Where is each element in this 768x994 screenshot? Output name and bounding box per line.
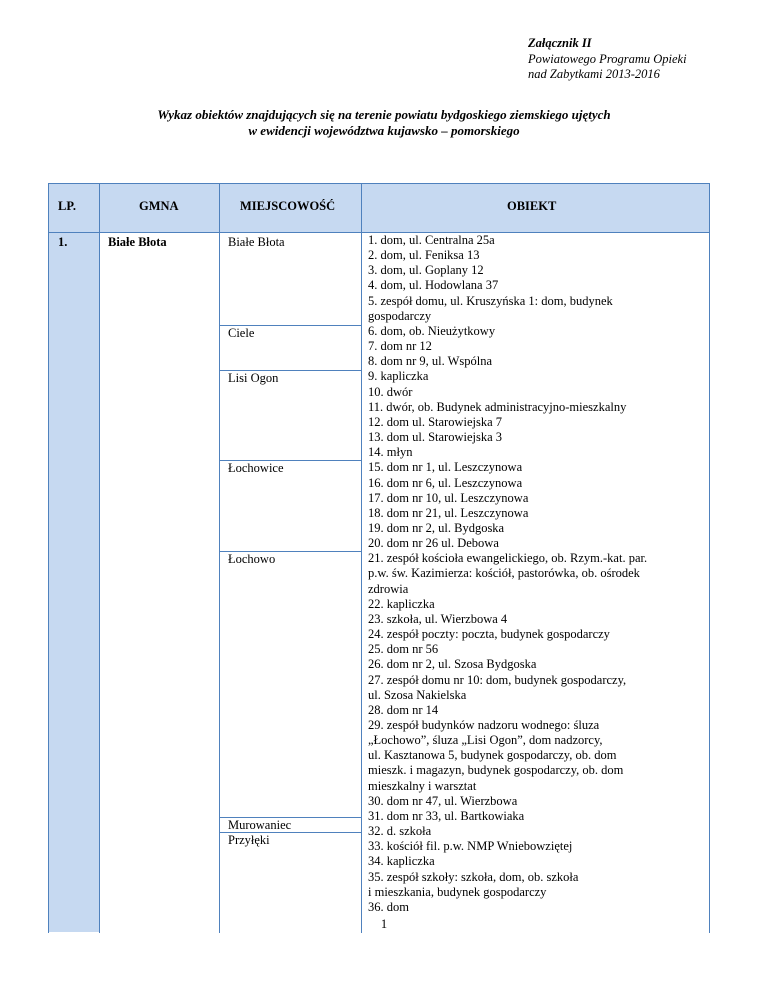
object-line: 29. zespół budynków nadzoru wodnego: śluza <box>368 718 600 732</box>
annex-years: nad Zabytkami 2013-2016 <box>528 67 660 81</box>
object-line: 13. dom ul. Starowiejska 3 <box>368 430 503 445</box>
object-line: 34. kapliczka <box>368 854 435 869</box>
object-line: 10. dwór <box>368 384 413 399</box>
object-line: 15. dom nr 1, ul. Leszczynowa <box>368 460 523 475</box>
header-lp: LP. <box>58 199 76 213</box>
object-line: 31. dom nr 33, ul. Bartkowiaka <box>368 808 525 823</box>
object-line: i mieszkania, budynek gospodarczy <box>368 884 547 899</box>
header-miejscowosc: MIEJSCOWOŚĆ <box>240 199 336 213</box>
object-line: 30. dom nr 47, ul. Wierzbowa <box>368 793 518 808</box>
object-line: 28. dom nr 14 <box>368 702 439 717</box>
object-line: 36. dom <box>368 899 409 914</box>
object-line: ul. Szosa Nakielska <box>368 687 467 702</box>
row-lp: 1. <box>58 235 68 249</box>
object-line: 35. zespół szkoły: szkoła, dom, ob. szkoła <box>368 869 579 884</box>
object-line: 21. zespół kościoła ewangelickiego, ob. Rzym.-kat. par. <box>368 551 648 566</box>
object-line: 2. dom, ul. Feniksa 13 <box>368 248 480 263</box>
page-number: 1 <box>380 917 388 931</box>
object-line: 1. dom, ul. Centralna 25a <box>368 233 495 247</box>
object-line: 12. dom ul. Starowiejska 7 <box>368 414 503 429</box>
locality-lochowice: Łochowice <box>228 461 284 475</box>
object-line: 23. szkoła, ul. Wierzbowa 4 <box>368 611 508 626</box>
object-line: 3. dom, ul. Goplany 12 <box>368 263 484 278</box>
locality-ciele: Ciele <box>228 326 255 340</box>
object-line: 9. kapliczka <box>368 369 429 384</box>
object-line: „Łochowo”, śluza „Lisi Ogon”, dom nadzorcy, <box>368 733 603 748</box>
object-line: 19. dom nr 2, ul. Bydgoska <box>368 520 505 535</box>
object-line: 24. zespół poczty: poczta, budynek gospodarczy <box>368 627 610 642</box>
grid-line <box>219 183 220 933</box>
object-line: 6. dom, ob. Nieużytkowy <box>368 323 496 338</box>
object-line: ul. Kasztanowa 5, budynek gospodarczy, ob. dom <box>368 748 617 763</box>
annex-program: Powiatowego Programu Opieki <box>528 51 687 66</box>
object-line: 27. zespół domu nr 10: dom, budynek gospodarczy, <box>368 672 627 687</box>
grid-line <box>48 183 49 933</box>
document-title-line-2: w ewidencji województwa kujawsko – pomorskiego <box>248 123 520 138</box>
annex-label: Załącznik II <box>528 36 592 50</box>
grid-line <box>709 183 710 933</box>
object-line: 17. dom nr 10, ul. Leszczynowa <box>368 490 529 505</box>
grid-line <box>99 183 100 933</box>
object-line: 33. kościół fil. p.w. NMP Wniebowziętej <box>368 839 573 854</box>
object-line: gospodarczy <box>368 308 432 323</box>
locality-murowaniec: Murowaniec <box>228 818 292 832</box>
object-line: 8. dom nr 9, ul. Wspólna <box>368 354 493 369</box>
object-line: zdrowia <box>368 581 409 596</box>
object-line: mieszk. i magazyn, budynek gospodarczy, ob. dom <box>368 763 624 778</box>
row-gmina: Białe Błota <box>108 235 167 249</box>
object-line: mieszkalny i warsztat <box>368 778 477 793</box>
object-line: 14. młyn <box>368 445 413 460</box>
object-line: 22. kapliczka <box>368 596 435 611</box>
header-gmina: GMNA <box>139 199 179 213</box>
document-title-line-1: Wykaz obiektów znajdujących się na terenie powiatu bydgoskiego ziemskiego ujętych <box>157 107 611 122</box>
object-line: 5. zespół domu, ul. Kruszyńska 1: dom, budynek <box>368 293 613 308</box>
locality-biale-blota: Białe Błota <box>228 235 285 249</box>
locality-lisi-ogon: Lisi Ogon <box>228 371 279 385</box>
objects-list <box>368 233 708 915</box>
locality-lochowo: Łochowo <box>228 552 276 566</box>
object-line: 25. dom nr 56 <box>368 642 439 657</box>
object-line: 18. dom nr 21, ul. Leszczynowa <box>368 505 529 520</box>
grid-line <box>361 183 362 933</box>
object-line: 26. dom nr 2, ul. Szosa Bydgoska <box>368 657 537 672</box>
locality-przyleki: Przyłęki <box>228 833 270 847</box>
grid-line <box>48 183 710 184</box>
object-line: 20. dom nr 26 ul. Debowa <box>368 536 499 551</box>
object-line: 4. dom, ul. Hodowlana 37 <box>368 278 499 293</box>
object-line: 32. d. szkoła <box>368 824 432 839</box>
object-line: p.w. św. Kazimierza: kościół, pastorówka, ob. ośrodek <box>368 566 640 581</box>
object-line: 7. dom nr 12 <box>368 339 432 354</box>
lp-column-fill <box>48 232 99 932</box>
header-obiekt: OBIEKT <box>507 199 557 213</box>
object-line: 16. dom nr 6, ul. Leszczynowa <box>368 475 523 490</box>
object-line: 11. dwór, ob. Budynek administracyjno-mieszkalny <box>368 399 627 414</box>
